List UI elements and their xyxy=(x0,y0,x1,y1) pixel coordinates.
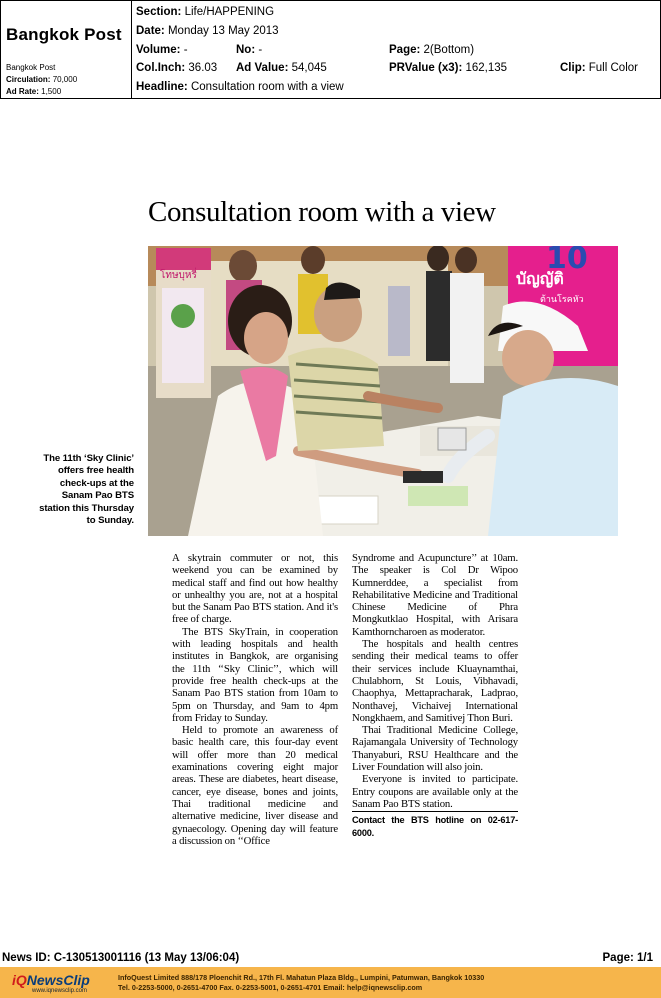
number-value: - xyxy=(258,44,263,56)
footer-contact-line: Tel. 0-2253-5000, 0-2651-4700 Fax. 0-2253-5001, 0-2651-4701 Email: help@iqnewsclip.com xyxy=(118,983,423,992)
clip-type-field xyxy=(560,62,638,74)
paragraph: Thai Traditional Medicine College, Rajamangala University of Technology Thanyaburi, RSU Healthcare and the Liver Foundation will also join. xyxy=(352,724,518,774)
paragraph: Syndrome and Acupuncture’’ at 10am. The speaker is Col Dr Wipoo Kumnerddee, a specialist from Rehabilitative Medicine and Traditional Chinese Medicine of Phra Mongkutklao Hospital, with Arisara Kamthorncharoen as moderator. xyxy=(352,552,518,638)
paragraph: The hospitals and health centres sending their medical teams to offer their services include Kluaynamthai, Chulabhorn, St Louis, Vibhavadi, Chaophya, Mettapracharak, Ladprao, Nonthavej, Vichaivej International Nongkhaem, and Samitivej Thon Buri. xyxy=(352,638,518,724)
date-value: Monday 13 May 2013 xyxy=(167,25,279,37)
pr-value-field xyxy=(389,62,507,74)
logo-main: NewsClip xyxy=(26,972,90,988)
logo-prefix: iQ xyxy=(12,972,27,988)
circulation-label: Circulation: xyxy=(6,75,51,84)
column-inch-field xyxy=(136,62,217,74)
volume-value: - xyxy=(183,44,188,56)
column-inch-label: Col.Inch: xyxy=(136,62,186,74)
headline-field xyxy=(136,81,344,93)
paragraph: Everyone is invited to participate. Entry coupons are available only at the Sanam Pao BTS station. xyxy=(352,773,518,810)
number-label: No: xyxy=(236,44,256,56)
article-column-2 xyxy=(352,552,518,839)
right-sign-text-2: ต้านโรคหัว xyxy=(540,295,584,305)
section-field xyxy=(136,6,274,18)
ad-rate-label: Ad Rate: xyxy=(6,87,39,96)
volume-field xyxy=(136,44,188,56)
article-title: Consultation room with a view xyxy=(148,196,496,228)
clip-metadata-header xyxy=(0,0,661,99)
ad-value-value: 54,045 xyxy=(291,62,327,74)
article-column-1 xyxy=(172,552,338,847)
section-label: Section: xyxy=(136,6,182,18)
paragraph: The BTS SkyTrain, in cooperation with leading hospitals and health institutes in Bangkok, are organising the 11th ‘‘Sky Clinic’’, which will provide free health check-ups at the Sanam Pao BTS station from 10am to 5pm on Thursday, and 9am to 4pm from Friday to Sunday. xyxy=(172,625,338,724)
ad-rate xyxy=(6,87,61,96)
circulation xyxy=(6,75,77,84)
paragraph: A skytrain commuter or not, this weekend you can be examined by medical staff and find out how healthy or unhealthy you are, not at a hospital but the Sanam Pao BTS station. And it's free of charge. xyxy=(172,552,338,626)
pr-value-value: 162,135 xyxy=(465,62,508,74)
footer-contact xyxy=(118,973,484,993)
date-label: Date: xyxy=(136,25,165,37)
clip-details xyxy=(136,1,660,98)
right-sign-number: 10 xyxy=(546,246,588,276)
page-value: 2(Bottom) xyxy=(423,44,475,56)
right-sign-text: บัญญัติ xyxy=(516,269,564,288)
ad-value-field xyxy=(236,62,327,74)
left-sign-text: โทษบุหรี่ xyxy=(160,270,197,281)
ad-value-label: Ad Value: xyxy=(236,62,289,74)
circulation-value: 70,000 xyxy=(52,75,78,84)
publication-name: Bangkok Post xyxy=(6,25,122,44)
section-value: Life/HAPPENING xyxy=(184,6,275,18)
pr-value-label: PRValue (x3): xyxy=(389,62,463,74)
column-inch-value: 36.03 xyxy=(188,62,218,74)
page-field xyxy=(389,44,474,56)
article-photo xyxy=(148,246,618,536)
headline-value: Consultation room with a view xyxy=(190,81,344,93)
page-number: Page: 1/1 xyxy=(602,952,653,964)
hotline-note: Contact the BTS hotline on 02-617-6000. xyxy=(352,811,518,839)
clip-type-value: Full Color xyxy=(588,62,638,74)
paragraph: Held to promote an awareness of basic health care, this four-day event will offer more than 20 medical examinations covering eight major areas. These are diabetes, heart disease, cancer, eye disease, bones and joints, Thai traditional medicine and alternative medicine, liver disease and gynaecology. Opening day will feature a discussion on ‘‘Office xyxy=(172,724,338,847)
volume-label: Volume: xyxy=(136,44,181,56)
ad-rate-value: 1,500 xyxy=(41,87,62,96)
footer-address: InfoQuest Limited 888/178 Ploenchit Rd., 17th Fl. Mahatun Plaza Bldg., Lumpini, Patumwan, Bangkok 10330 xyxy=(118,973,485,982)
publication-panel xyxy=(1,1,132,98)
news-id: News ID: C-130513001116 (13 May 13/06:04) xyxy=(2,952,240,964)
photo-caption: The 11th ‘Sky Clinic’ offers free health check-ups at the Sanam Pao BTS station this Thursday to Sunday. xyxy=(39,453,134,527)
number-field xyxy=(236,44,262,56)
page-label: Page: xyxy=(389,44,421,56)
date-field xyxy=(136,25,279,37)
clip-type-label: Clip: xyxy=(560,62,586,74)
iqnewsclip-logo[interactable] xyxy=(12,972,90,988)
publication-name-small: Bangkok Post xyxy=(6,63,56,72)
clinic-photo-illustration xyxy=(148,246,618,536)
headline-label: Headline: xyxy=(136,81,188,93)
logo-url[interactable]: www.iqnewsclip.com xyxy=(32,988,88,994)
